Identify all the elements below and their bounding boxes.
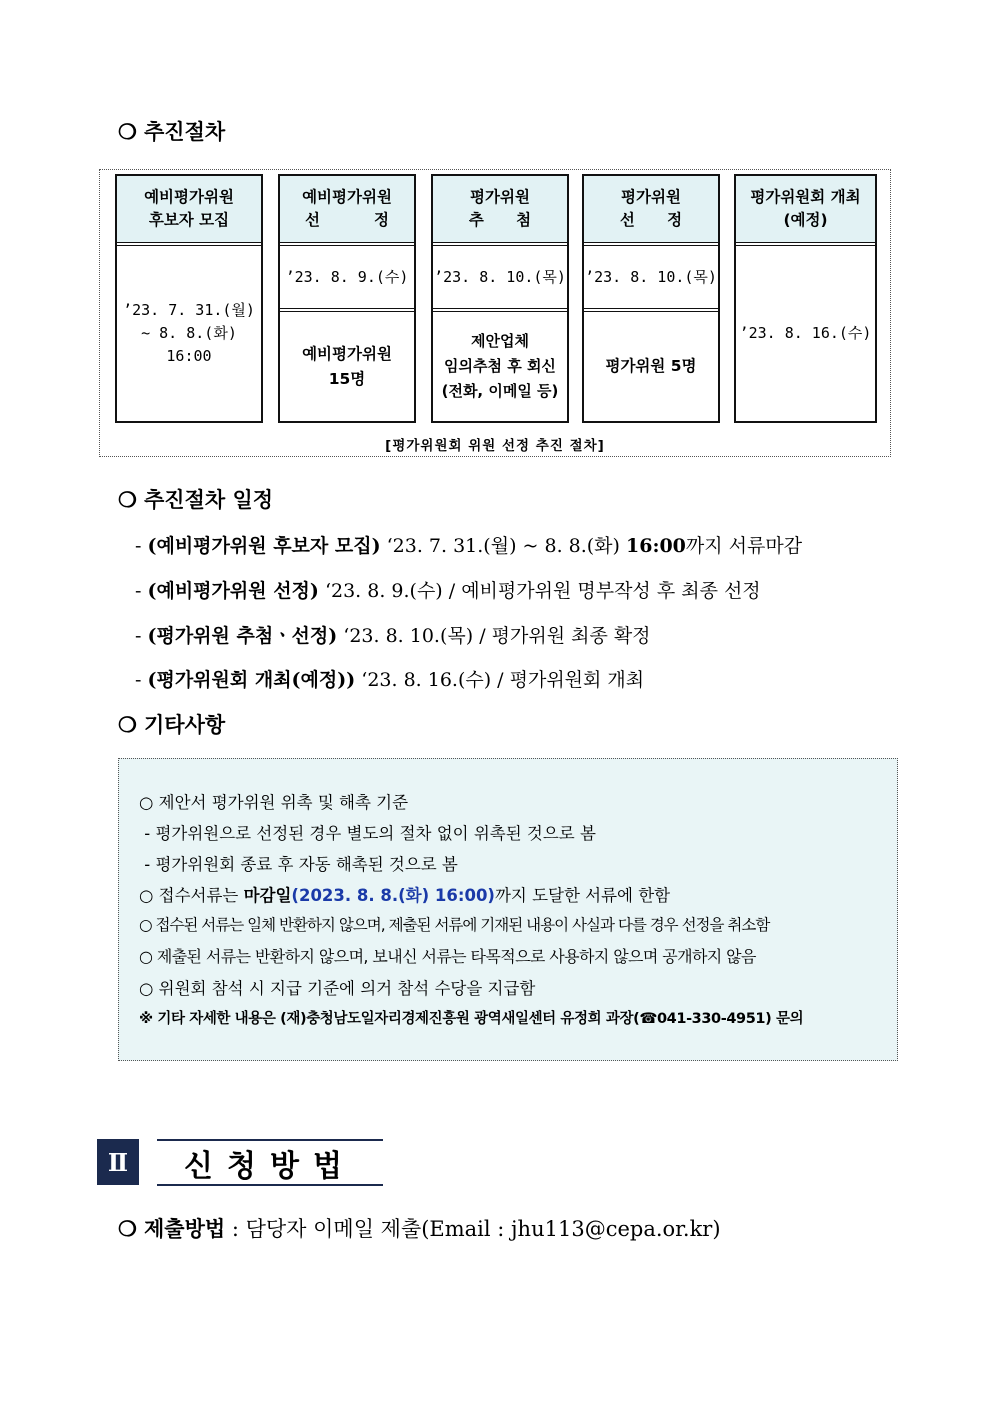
flow-step-2-head: 예비평가위원 선 정 bbox=[280, 176, 414, 242]
note-line: ○ 제출된 서류는 반환하지 않으며, 보내신 서류는 타목적으로 사용하지 않으며 공개하지 않음 bbox=[139, 947, 756, 966]
note-line: ○ 제안서 평가위원 위촉 및 해촉 기준 bbox=[139, 793, 409, 812]
chapter-number: Ⅱ bbox=[97, 1139, 139, 1185]
section-title-schedule: ❍ 추진절차 일정 bbox=[118, 487, 274, 512]
flow-step-4 bbox=[582, 174, 720, 423]
bullet-icon: ❍ bbox=[118, 487, 137, 512]
flow-step-4-date: ’23. 8. 10.(목) bbox=[585, 267, 717, 286]
flow-step-1 bbox=[115, 174, 263, 423]
note-line: ○ 접수된 서류는 일체 반환하지 않으며, 제출된 서류에 기재된 내용이 사실과 다를 경우 선정을 취소함 bbox=[139, 916, 770, 934]
flow-step-3-date: ’23. 8. 10.(목) bbox=[434, 267, 566, 286]
schedule-item: - (평가위원 추첨ㆍ선정) ‘23. 8. 10.(목) / 평가위원 최종 확정 bbox=[135, 625, 651, 647]
section-title-procedure: ❍ 추진절차 bbox=[118, 119, 226, 144]
flow-step-4-head: 평가위원 선 정 bbox=[584, 176, 718, 242]
procedure-flow-diagram bbox=[99, 169, 891, 457]
flow-step-5-body: ’23. 8. 16.(수) bbox=[739, 324, 872, 342]
note-line: - 평가위원으로 선정된 경우 별도의 절차 없이 위촉된 것으로 봄 bbox=[139, 824, 596, 843]
note-line: ○ 위원회 참석 시 지급 기준에 의거 참석 수당을 지급함 bbox=[139, 979, 536, 998]
flow-step-4-body: 평가위원 5명 bbox=[605, 357, 697, 375]
note-line: ○ 접수서류는 마감일(2023. 8. 8.(화) 16:00)까지 도달한 서류에 한함 bbox=[139, 886, 671, 905]
section-title-etc: ❍ 기타사항 bbox=[118, 712, 226, 737]
flow-step-2-body: 예비평가위원 15명 bbox=[302, 344, 392, 388]
bullet-icon: ❍ bbox=[118, 119, 137, 144]
flow-step-3-body: 제안업체 임의추첨 후 회신 (전화, 이메일 등) bbox=[441, 332, 559, 400]
flow-step-5 bbox=[734, 174, 877, 423]
submit-method: ❍ 제출방법 : 담당자 이메일 제출(Email : jhu113@cepa.or.kr) bbox=[118, 1216, 721, 1241]
note-contact-line: ※ 기타 자세한 내용은 (재)충청남도일자리경제진흥원 광역새일센터 유정희 과장(☎041-330-4951) 문의 bbox=[139, 1011, 804, 1027]
flow-step-1-head: 예비평가위원 후보자 모집 bbox=[117, 176, 261, 242]
note-line: - 평가위원회 종료 후 자동 해촉된 것으로 봄 bbox=[139, 855, 458, 874]
flow-step-3 bbox=[431, 174, 569, 423]
schedule-item: - (평가위원회 개최(예정)) ‘23. 8. 16.(수) / 평가위원회 개최 bbox=[135, 669, 645, 691]
submit-email-text: 담당자 이메일 제출(Email : jhu113@cepa.or.kr) bbox=[245, 1217, 721, 1241]
flow-caption: [평가위원회 위원 선정 추진 절차] bbox=[385, 438, 605, 454]
schedule-item: - (예비평가위원 후보자 모집) ‘23. 7. 31.(월) ~ 8. 8.(화) 16:00까지 서류마감 bbox=[135, 535, 803, 557]
flow-step-1-body: ’23. 7. 31.(월) ~ 8. 8.(화) 16:00 bbox=[123, 301, 255, 365]
bullet-icon: ❍ bbox=[118, 712, 137, 737]
bullet-icon: ❍ bbox=[118, 1216, 137, 1241]
chapter-title: 신청방법 bbox=[184, 1148, 356, 1184]
schedule-item: - (예비평가위원 선정) ‘23. 8. 9.(수) / 예비평가위원 명부작성 후 최종 선정 bbox=[135, 580, 761, 602]
flow-step-2-date: ’23. 8. 9.(수) bbox=[285, 267, 409, 286]
flow-step-5-head: 평가위원회 개최 (예정) bbox=[736, 176, 875, 242]
flow-step-2 bbox=[278, 174, 416, 423]
flow-step-3-head: 평가위원 추 첨 bbox=[433, 176, 567, 242]
notes-box bbox=[118, 758, 898, 1061]
